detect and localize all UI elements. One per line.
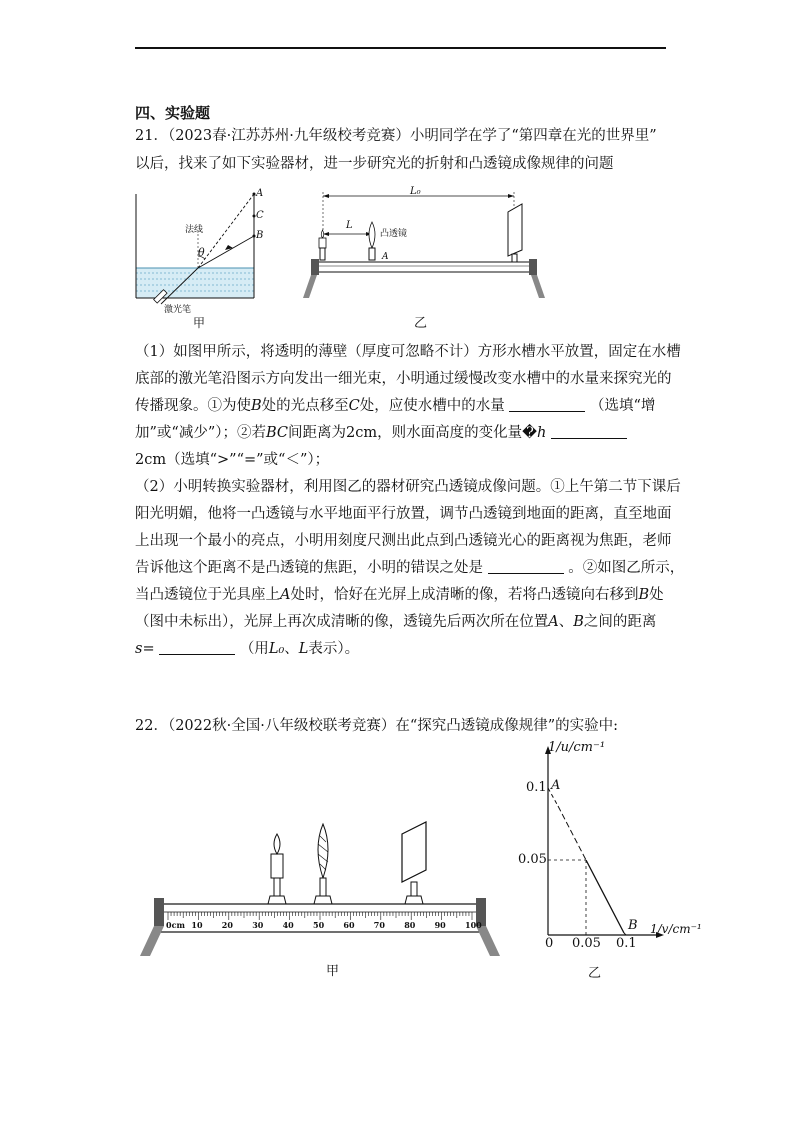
bench-tick-label: 50 <box>313 920 325 930</box>
q22-bench-label: 甲 <box>326 964 340 979</box>
graph-y-tick-0.05: 0.05 <box>518 852 547 867</box>
graph-point-b: B <box>628 918 638 933</box>
fig-jia-point-c: C <box>256 210 264 221</box>
graph-x-tick-0.05: 0.05 <box>572 936 601 951</box>
q21-p2-line7: s= （用L₀、L表示）。 <box>135 641 360 657</box>
graph-y-tick-0.1: 0.1 <box>526 780 547 795</box>
fig-yi-lens-label: 凸透镜 <box>380 229 408 239</box>
q21-p1-line3: 传播现象。①为使B处的光点移至C处，应使水槽中的水量 （选填“增 <box>135 398 656 414</box>
bench-tick-label: 20 <box>221 920 233 930</box>
q21-p2-line5: 当凸透镜位于光具座上A处时，恰好在光屏上成清晰的像，若将凸透镜向右移到B处 <box>135 587 664 603</box>
fig-jia-label: 甲 <box>193 316 206 330</box>
q21-p2-line2: 阳光明媚，他将一凸透镜与水平地面平行放置，调节凸透镜到地面的距离，直至地面 <box>135 506 672 522</box>
fig-jia-point-b: B <box>256 230 264 241</box>
q21-figure-yi <box>303 186 545 308</box>
q21-line1: 21．（2023春·江苏苏州·九年级校考竞赛）小明同学在学了“第四章在光的世界里” <box>135 128 657 144</box>
q21-p2-line4: 告诉他这个距离不是凸透镜的焦距，小明的错误之处是 。②如图乙所示， <box>135 560 685 576</box>
q21-p1-line4: 加”或“减少”）；②若BC间距离为2cm，则水面高度的变化量�h <box>135 423 666 443</box>
fig-jia-theta: θ <box>198 246 205 259</box>
fig-jia-normal-label: 法线 <box>185 225 204 235</box>
q22-line1: 22．（2022秋·全国·八年级校联考竞赛）在“探究凸透镜成像规律”的实验中: <box>135 718 619 734</box>
answer-blank-distance[interactable] <box>159 640 235 655</box>
header-rule <box>135 47 666 49</box>
graph-y-axis-label: 1/u/cm⁻¹ <box>548 740 606 755</box>
section-heading: 四、实验题 <box>135 104 211 122</box>
bench-tick-label: 0cm <box>166 920 185 930</box>
bench-tick-label: 100 <box>465 920 482 930</box>
q21-line2: 以后，找来了如下实验器材，进一步研究光的折射和凸透镜成像规律的问题 <box>135 156 614 172</box>
fig-yi-l-label: L <box>346 220 353 231</box>
q21-p1-line1: （1）如图甲所示，将透明的薄壁（厚度可忽略不计）方形水槽水平放置，固定在水槽 <box>135 344 681 360</box>
q21-p2-line6: （图中未标出），光屏上再次成清晰的像，透镜先后两次所在位置A、B之间的距离 <box>135 614 657 630</box>
fig-jia-laser-label: 激光笔 <box>164 305 192 315</box>
graph-point-a: A <box>551 778 561 793</box>
graph-x-axis-label: 1/v/cm⁻¹ <box>650 922 702 936</box>
fig-yi-point-a: A <box>382 252 389 262</box>
graph-x-tick-0.1: 0.1 <box>616 936 637 951</box>
bench-tick-label: 90 <box>434 920 446 930</box>
bench-tick-label: 30 <box>252 920 264 930</box>
bench-tick-label: 10 <box>191 920 203 930</box>
fig-jia-point-a: A <box>256 188 264 199</box>
q21-p1-line2: 底部的激光笔沿图示方向发出一细光束，小明通过缓慢改变水槽中的水量来探究光的 <box>135 371 672 387</box>
fig-yi-label: 乙 <box>414 316 428 331</box>
fig-yi-l0-label: L₀ <box>410 186 421 197</box>
bench-tick-label: 80 <box>404 920 416 930</box>
bench-tick-label: 60 <box>343 920 355 930</box>
q22-graph-label: 乙 <box>588 966 602 981</box>
graph-x-tick-0: 0 <box>545 936 554 951</box>
bench-tick-label: 70 <box>373 920 385 930</box>
q21-p1-line5: 2cm（选填“>”“=”或“＜”）； <box>135 452 330 468</box>
answer-blank-height-change[interactable] <box>551 424 627 439</box>
q21-p2-line3: 上出现一个最小的亮点，小明用刻度尺测出此点到凸透镜光心的距离视为焦距，老师 <box>135 533 672 549</box>
answer-blank-mistake[interactable] <box>488 559 564 574</box>
bench-tick-label: 40 <box>282 920 294 930</box>
answer-blank-water-amount[interactable] <box>509 397 585 412</box>
q22-bench-figure <box>140 820 500 960</box>
q21-p2-line1: （2）小明转换实验器材，利用图乙的器材研究凸透镜成像问题。①上午第二节下课后 <box>135 479 681 495</box>
